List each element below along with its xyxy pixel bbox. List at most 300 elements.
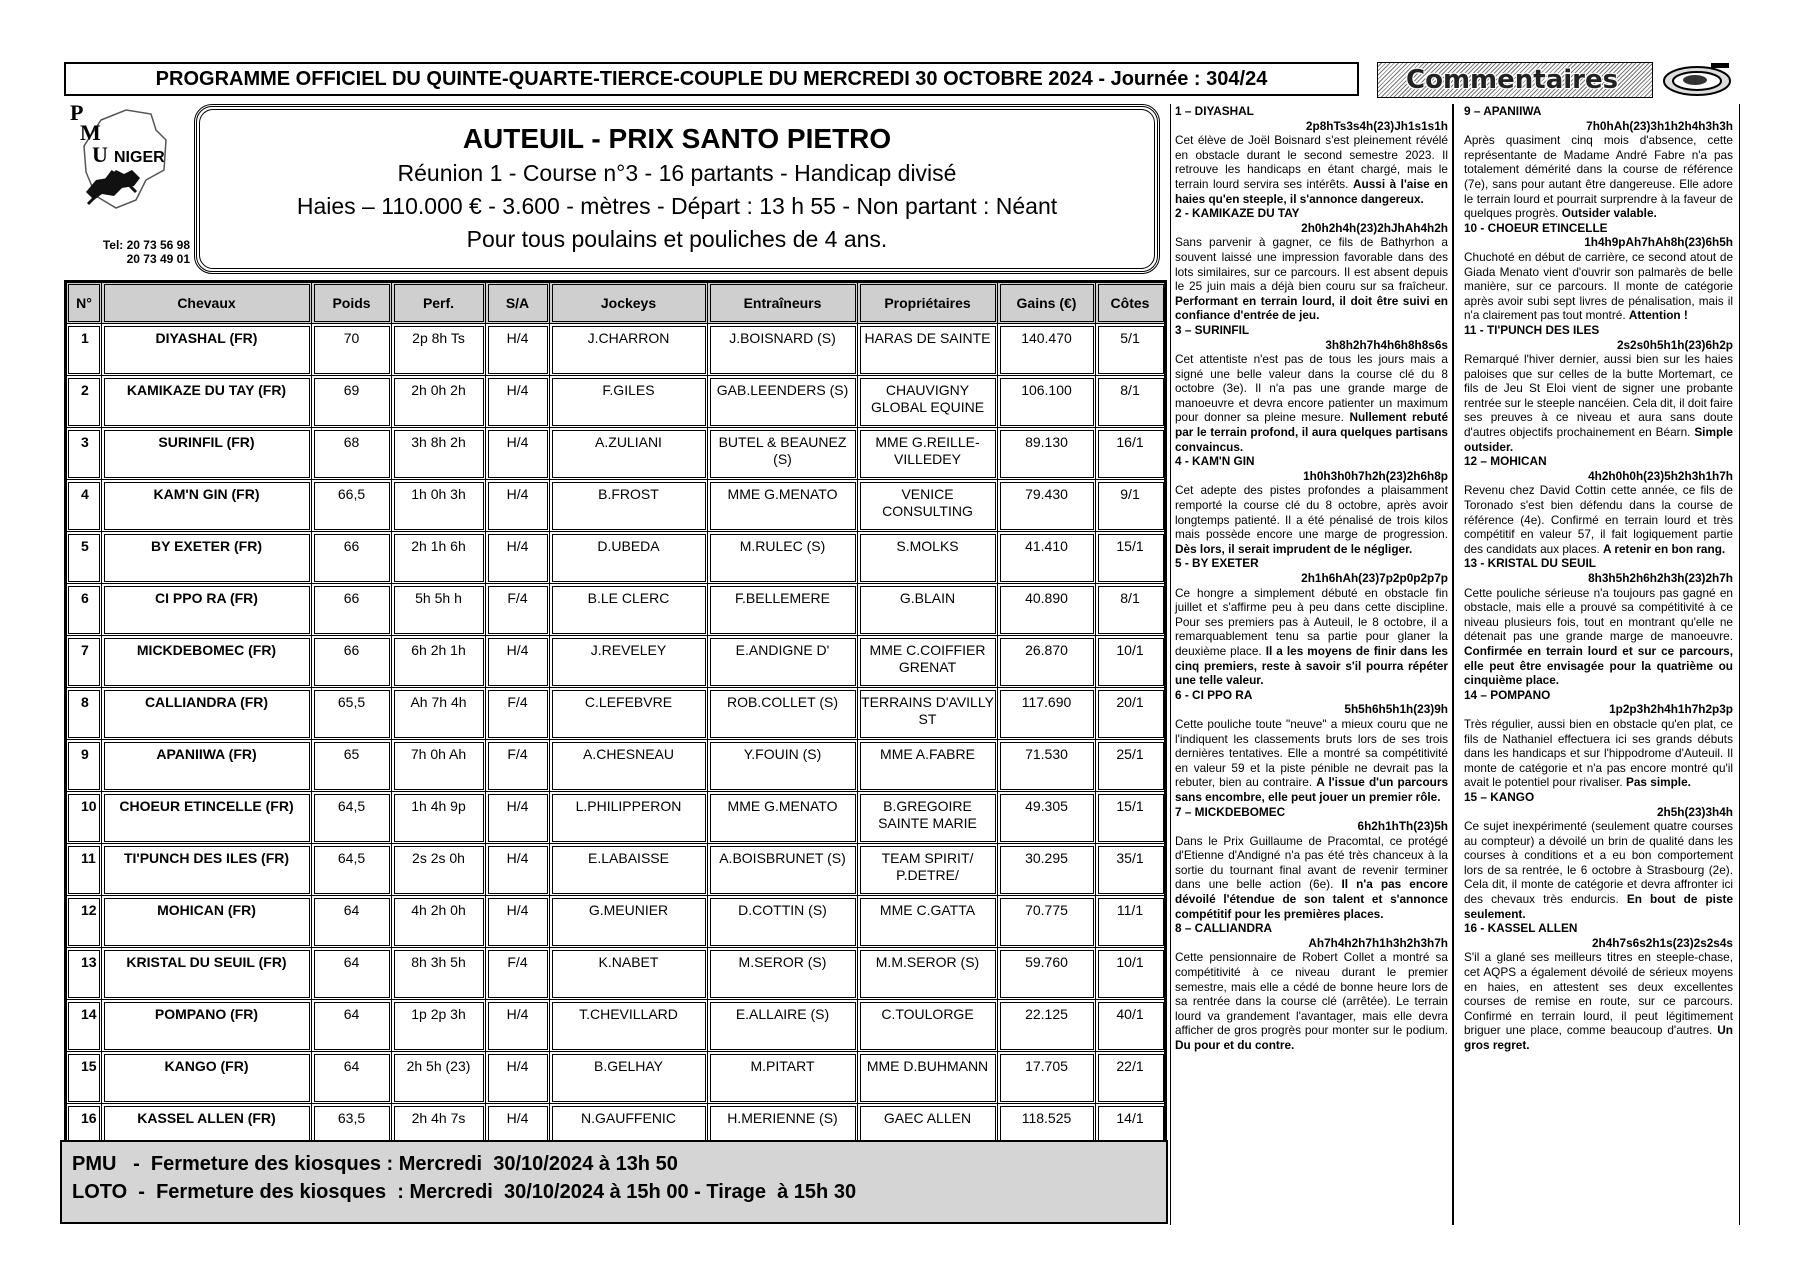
cell-sa: H/4 [486, 324, 550, 376]
cell-owner: HARAS DE SAINTE [858, 324, 998, 376]
cell-weight: 66 [312, 584, 392, 636]
comment-text [1175, 586, 1448, 688]
cell-owner: MME C.COIFFIER GRENAT [858, 636, 998, 688]
cell-trainer: J.BOISNARD (S) [708, 324, 858, 376]
cell-gains: 59.760 [998, 948, 1096, 1000]
table-header-row [66, 282, 1166, 324]
header-trainers: Entraîneurs [708, 282, 858, 324]
cell-gains: 40.890 [998, 584, 1096, 636]
cell-horse: TI'PUNCH DES ILES (FR) [102, 844, 312, 896]
runners-body [66, 324, 1166, 1157]
comment-verdict: Performant en terrain lourd, il doit être suivi en confiance d'entrée de jeu. [1175, 293, 1448, 323]
comment-verdict: Simple outsider. [1464, 425, 1733, 454]
cell-gains: 41.410 [998, 532, 1096, 584]
comment-perf-string: 7h0hAh(23)3h1h2h4h3h3h [1586, 118, 1733, 133]
header-sex-age: S/A [486, 282, 550, 324]
logo-phone [66, 238, 190, 266]
cell-gains: 17.705 [998, 1052, 1096, 1104]
cell-num: 15 [66, 1052, 102, 1104]
comment-text [1175, 717, 1448, 805]
cell-horse: APANIIWA (FR) [102, 740, 312, 792]
cell-num: 14 [66, 1000, 102, 1052]
comment-text [1175, 483, 1448, 556]
comment-verdict: Pas simple. [1625, 775, 1691, 790]
cell-weight: 64 [312, 948, 392, 1000]
comment-entry [1464, 556, 1733, 687]
table-row [66, 636, 1166, 688]
comment-text [1175, 834, 1448, 922]
cell-weight: 66,5 [312, 480, 392, 532]
cell-owner: M.M.SEROR (S) [858, 948, 998, 1000]
cell-jockey: D.UBEDA [550, 532, 708, 584]
comment-perf-string: Ah7h4h2h7h1h3h2h3h7h [1308, 935, 1448, 950]
comment-verdict: Dès lors, il serait imprudent de le négliger. [1175, 541, 1413, 556]
cell-horse: SURINFIL (FR) [102, 428, 312, 480]
cell-gains: 117.690 [998, 688, 1096, 740]
comment-body: Très régulier, aussi bien en obstacle qu'en plat, ce fils de Nathaniel effectuera ici ses grands débuts dans les handicaps et sur l'hippodrome d'Auteuil. Il monte de catégorie et n'a pas encore montré qu'il avait le potentiel pour rivaliser. [1464, 716, 1733, 790]
comment-body: S'il a glané ses meilleurs titres en steeple-chase, cet AQPS a également dévoilé de sérieux moyens en haies, en attestent ses deux excellentes courses de remise en route, sur ce parcours. Confirmé en terrain lourd, il peut légitimement briguer une place, comme beaucoup d'autres. [1464, 950, 1733, 1038]
cell-perf: 2s 2s 0h [392, 844, 486, 896]
cell-odds: 15/1 [1096, 792, 1166, 844]
comments-title: Commentaires [1406, 65, 1619, 95]
table-row [66, 740, 1166, 792]
cell-perf: 1h 4h 9p [392, 792, 486, 844]
cell-gains: 49.305 [998, 792, 1096, 844]
cell-jockey: T.CHEVILLARD [550, 1000, 708, 1052]
cell-trainer: Y.FOUIN (S) [708, 740, 858, 792]
cell-jockey: C.LEFEBVRE [550, 688, 708, 740]
comment-entry [1175, 805, 1448, 922]
cell-trainer: GAB.LEENDERS (S) [708, 376, 858, 428]
comment-body: Cet élève de Joël Boisnard s'est pleinement révélé en obstacle durant le second semestre 2023. Il retrouve les handicaps en étant chargé, mais le terrain lourd servira ses intérêts. [1175, 133, 1448, 191]
cell-perf: 5h 5h h [392, 584, 486, 636]
cell-horse: CI PPO RA (FR) [102, 584, 312, 636]
comment-verdict: A retenir en bon rang. [1603, 541, 1726, 556]
cell-owner: CHAUVIGNY GLOBAL EQUINE [858, 376, 998, 428]
logo-niger: NIGER [114, 149, 165, 166]
cell-odds: 8/1 [1096, 376, 1166, 428]
comment-horse-title: 4 - KAM'N GIN [1175, 454, 1255, 469]
table-row [66, 792, 1166, 844]
comment-entry [1175, 921, 1448, 1052]
cell-odds: 8/1 [1096, 584, 1166, 636]
header-odds: Côtes [1096, 282, 1166, 324]
cell-horse: DIYASHAL (FR) [102, 324, 312, 376]
cell-trainer: MME G.MENATO [708, 792, 858, 844]
comment-body: Ce sujet inexpérimenté (seulement quatre courses au compteur) a dévoilé un brin de qualité dans les courses à conditions et a eu bon comportement lors de sa rentrée, le 6 octobre à Strasbourg (2e). Cela dit, il monte de catégorie et devra affronter ici des chevaux très endurcis. [1464, 819, 1733, 907]
comment-text [1175, 235, 1448, 323]
comment-perf-string: 3h8h2h7h4h6h8h8s6s [1325, 337, 1448, 352]
comment-horse-title: 5 - BY EXETER [1175, 556, 1259, 571]
cell-sa: H/4 [486, 792, 550, 844]
cell-odds: 10/1 [1096, 636, 1166, 688]
table-row [66, 896, 1166, 948]
cell-perf: 3h 8h 2h [392, 428, 486, 480]
comment-entry [1464, 221, 1733, 323]
cell-gains: 22.125 [998, 1000, 1096, 1052]
table-row [66, 1052, 1166, 1104]
cell-owner: MME C.GATTA [858, 896, 998, 948]
comment-verdict: Un gros regret. [1464, 1023, 1733, 1052]
comment-verdict: Il n'a pas encore dévoilé l'étendue de son talent et s'annonce compétitif pour les premières places. [1175, 877, 1448, 921]
cell-odds: 20/1 [1096, 688, 1166, 740]
cell-sa: H/4 [486, 1000, 550, 1052]
cell-owner: MME D.BUHMANN [858, 1052, 998, 1104]
comment-perf-string: 2h0h2h4h(23)2hJhAh4h2h [1301, 220, 1448, 235]
comment-entry [1464, 323, 1733, 454]
cell-jockey: G.MEUNIER [550, 896, 708, 948]
header-number: N° [66, 282, 102, 324]
cell-jockey: F.GILES [550, 376, 708, 428]
cell-owner: B.GREGOIRE SAINTE MARIE [858, 792, 998, 844]
cell-odds: 22/1 [1096, 1052, 1166, 1104]
comment-verdict: Aussi à l'aise en haies qu'en steeple, il s'annonce dangereux. [1175, 176, 1449, 206]
table-row [66, 376, 1166, 428]
cell-num: 12 [66, 896, 102, 948]
comment-horse-title: 16 - KASSEL ALLEN [1464, 921, 1578, 936]
cell-jockey: E.LABAISSE [550, 844, 708, 896]
table-row [66, 688, 1166, 740]
cell-sa: F/4 [486, 948, 550, 1000]
cell-sa: H/4 [486, 896, 550, 948]
comment-text [1464, 717, 1733, 790]
header-earnings: Gains (€) [998, 282, 1096, 324]
comment-body: Cet adepte des pistes profondes a plaisamment remporté la course clé du 8 octobre, après avoir longtemps patienté. Il a été pénalisé de trois kilos mais possède encore une marge de progression. [1175, 483, 1448, 542]
comment-perf-string: 2h4h7s6s2h1s(23)2s2s4s [1591, 935, 1733, 950]
cell-perf: 2h 5h (23) [392, 1052, 486, 1104]
cell-trainer: D.COTTIN (S) [708, 896, 858, 948]
cell-horse: CALLIANDRA (FR) [102, 688, 312, 740]
comment-entry [1175, 688, 1448, 805]
cell-sa: H/4 [486, 428, 550, 480]
comment-text [1175, 352, 1448, 454]
cell-jockey: B.GELHAY [550, 1052, 708, 1104]
comment-verdict: Confirmée en terrain lourd et sur ce parcours, elle peut être envisagée pour la quatrième ou cinquième place. [1464, 643, 1733, 688]
comment-body: Ce hongre a simplement débuté en obstacle fin juillet et s'affirme peu à peu dans cette discipline. Pour ses premiers pas à Auteuil, le 8 octobre, il a remarquablement tenu sa partie pour glaner la deuxième place. [1175, 585, 1448, 658]
comment-horse-title: 14 – POMPANO [1464, 687, 1551, 702]
cell-owner: VENICE CONSULTING [858, 480, 998, 532]
comment-text [1464, 586, 1733, 688]
cell-trainer: E.ALLAIRE (S) [708, 1000, 858, 1052]
cell-jockey: A.CHESNEAU [550, 740, 708, 792]
cell-gains: 70.775 [998, 896, 1096, 948]
race-meeting: Réunion 1 - Course n°3 - 16 partants - Handicap divisé [397, 160, 957, 186]
cell-horse: POMPANO (FR) [102, 1000, 312, 1052]
comment-perf-string: 5h5h6h5h1h(23)9h [1344, 702, 1448, 717]
comment-horse-title: 7 – MICKDEBOMEC [1175, 804, 1286, 819]
comment-perf-string: 2p8hTs3s4h(23)Jh1s1s1h [1305, 118, 1448, 133]
cell-jockey: B.LE CLERC [550, 584, 708, 636]
cell-odds: 16/1 [1096, 428, 1166, 480]
comment-entry [1464, 454, 1733, 556]
comment-horse-title: 3 – SURINFIL [1175, 322, 1250, 337]
cell-sa: H/4 [486, 532, 550, 584]
cell-trainer: M.SEROR (S) [708, 948, 858, 1000]
comment-horse-title: 12 – MOHICAN [1464, 454, 1547, 469]
cell-odds: 15/1 [1096, 532, 1166, 584]
cell-weight: 64,5 [312, 792, 392, 844]
cell-owner: TEAM SPIRIT/ P.DETRE/ [858, 844, 998, 896]
cell-weight: 66 [312, 636, 392, 688]
race-info-box [194, 104, 1160, 274]
cell-horse: KAMIKAZE DU TAY (FR) [102, 376, 312, 428]
cell-owner: C.TOULORGE [858, 1000, 998, 1052]
cell-odds: 10/1 [1096, 948, 1166, 1000]
cell-sa: H/4 [486, 844, 550, 896]
comment-perf-string: 2h5h(23)3h4h [1656, 804, 1733, 819]
cell-weight: 65,5 [312, 688, 392, 740]
table-row [66, 948, 1166, 1000]
cell-weight: 64 [312, 896, 392, 948]
comment-verdict: A l'issue d'un parcours sans encombre, elle peut jouer un premier rôle. [1175, 775, 1449, 804]
comment-perf-string: 1h0h3h0h7h2h(23)2h6h8p [1303, 468, 1448, 483]
cell-num: 2 [66, 376, 102, 428]
cell-perf: Ah 7h 4h [392, 688, 486, 740]
table-row [66, 844, 1166, 896]
cell-horse: BY EXETER (FR) [102, 532, 312, 584]
table-row [66, 1000, 1166, 1052]
cell-weight: 64 [312, 1052, 392, 1104]
cell-owner: G.BLAIN [858, 584, 998, 636]
header-jockeys: Jockeys [550, 282, 708, 324]
cell-jockey: J.REVELEY [550, 636, 708, 688]
phone-1: Tel: 20 73 56 98 [102, 238, 190, 252]
comment-entry [1175, 454, 1448, 556]
cell-jockey: J.CHARRON [550, 324, 708, 376]
cell-perf: 7h 0h Ah [392, 740, 486, 792]
cell-horse: MICKDEBOMEC (FR) [102, 636, 312, 688]
comments-header [1377, 62, 1653, 98]
comment-horse-title: 10 - CHOEUR ETINCELLE [1464, 220, 1608, 235]
eye-logo-icon [1659, 62, 1733, 98]
header-weight: Poids [312, 282, 392, 324]
cell-gains: 79.430 [998, 480, 1096, 532]
cell-num: 4 [66, 480, 102, 532]
table-row [66, 532, 1166, 584]
comments-column-2 [1456, 104, 1740, 1225]
comment-entry [1464, 104, 1733, 221]
cell-odds: 5/1 [1096, 324, 1166, 376]
cell-odds: 25/1 [1096, 740, 1166, 792]
comment-text [1175, 133, 1448, 206]
cell-trainer: E.ANDIGNE D' [708, 636, 858, 688]
cell-gains: 30.295 [998, 844, 1096, 896]
cell-sa: H/4 [486, 376, 550, 428]
cell-horse: KRISTAL DU SEUIL (FR) [102, 948, 312, 1000]
cell-gains: 106.100 [998, 376, 1096, 428]
comment-text [1464, 950, 1733, 1052]
cell-perf: 2h 1h 6h [392, 532, 486, 584]
comment-text [1175, 950, 1448, 1052]
race-title: AUTEUIL - PRIX SANTO PIETRO [462, 123, 892, 154]
cell-trainer: M.RULEC (S) [708, 532, 858, 584]
cell-weight: 63,5 [312, 1104, 392, 1157]
comment-entry [1464, 688, 1733, 790]
comment-horse-title: 11 - TI'PUNCH DES ILES [1464, 322, 1600, 337]
table-row [66, 584, 1166, 636]
cell-sa: H/4 [486, 1052, 550, 1104]
comment-entry [1175, 104, 1448, 206]
cell-num: 3 [66, 428, 102, 480]
comment-horse-title: 15 – KANGO [1464, 789, 1535, 804]
comment-entry [1464, 790, 1733, 921]
comment-body: Après quasiment cinq mois d'absence, cette représentante de Madame André Fabre n'a pas totalement démérité dans la course de référence (7e), sans pour autant être dangereuse. Elle adore le terrain lourd et pourrait surprendre à la faveur de quelques progrès. [1464, 133, 1733, 221]
header-owners: Propriétaires [858, 282, 998, 324]
cell-num: 13 [66, 948, 102, 1000]
cell-odds: 9/1 [1096, 480, 1166, 532]
race-eligibility: Pour tous poulains et pouliches de 4 ans. [466, 226, 888, 252]
cell-weight: 70 [312, 324, 392, 376]
comment-verdict: Nullement rebuté par le terrain profond, il aura quelques partisans convaincus. [1175, 410, 1449, 454]
cell-horse: CHOEUR ETINCELLE (FR) [102, 792, 312, 844]
cell-trainer: BUTEL & BEAUNEZ (S) [708, 428, 858, 480]
cell-gains: 118.525 [998, 1104, 1096, 1157]
cell-perf: 1p 2p 3h [392, 1000, 486, 1052]
cell-gains: 89.130 [998, 428, 1096, 480]
header-perf: Perf. [392, 282, 486, 324]
cell-jockey: N.GAUFFENIC [550, 1104, 708, 1157]
closing-times-box [60, 1140, 1168, 1224]
comment-body: Cette pensionnaire de Robert Collet a montré sa compétitivité à ce niveau durant le premier semestre, mais elle a cédé de bonne heure lors de sa rentrée dans la course clé (arrêtée). Le terrain lourd va grandement l'avantager, mais elle devra afficher de gros progrès pour monter sur le podium. [1175, 950, 1448, 1038]
cell-owner: MME G.REILLE-VILLEDEY [858, 428, 998, 480]
cell-horse: MOHICAN (FR) [102, 896, 312, 948]
cell-horse: KASSEL ALLEN (FR) [102, 1104, 312, 1157]
runners-table [64, 280, 1167, 1158]
loto-closing: LOTO - Fermeture des kiosques : Mercredi 30/10/2024 à 15h 00 - Tirage à 15h 30 [72, 1181, 857, 1203]
header-horses: Chevaux [102, 282, 312, 324]
comment-entry [1175, 323, 1448, 454]
comment-verdict: Attention ! [1628, 308, 1688, 323]
comment-body: Dans le Prix Guillaume de Pracomtal, ce protégé d'Etienne d'Andigné n'a pas été très chanceux à la sortie du tournant final avant de revenir terminer dans une belle action (6e). [1175, 833, 1448, 892]
cell-perf: 2h 4h 7s [392, 1104, 486, 1157]
cell-weight: 68 [312, 428, 392, 480]
comment-perf-string: 6h2h1hTh(23)5h [1357, 819, 1448, 834]
cell-jockey: L.PHILIPPERON [550, 792, 708, 844]
cell-gains: 140.470 [998, 324, 1096, 376]
cell-odds: 40/1 [1096, 1000, 1166, 1052]
cell-jockey: A.ZULIANI [550, 428, 708, 480]
cell-horse: KANGO (FR) [102, 1052, 312, 1104]
cell-trainer: A.BOISBRUNET (S) [708, 844, 858, 896]
comment-entry [1175, 556, 1448, 687]
cell-sa: H/4 [486, 480, 550, 532]
cell-sa: F/4 [486, 740, 550, 792]
cell-num: 10 [66, 792, 102, 844]
table-row [66, 480, 1166, 532]
cell-odds: 14/1 [1096, 1104, 1166, 1157]
cell-num: 5 [66, 532, 102, 584]
cell-num: 6 [66, 584, 102, 636]
comment-perf-string: 8h3h5h2h6h2h3h(23)2h7h [1588, 571, 1733, 585]
cell-trainer: H.MERIENNE (S) [708, 1104, 858, 1157]
comment-verdict: En bout de piste seulement. [1464, 892, 1734, 921]
race-conditions: Haies – 110.000 € - 3.600 - mètres - Départ : 13 h 55 - Non partant : Néant [296, 193, 1058, 219]
logo-letter-p: P [70, 100, 84, 125]
comment-perf-string: 1h4h9pAh7hAh8h(23)6h5h [1584, 235, 1733, 250]
pmu-niger-logo [66, 100, 188, 234]
cell-perf: 6h 2h 1h [392, 636, 486, 688]
cell-gains: 26.870 [998, 636, 1096, 688]
cell-num: 16 [66, 1104, 102, 1157]
cell-trainer: M.PITART [708, 1052, 858, 1104]
cell-num: 7 [66, 636, 102, 688]
comment-horse-title: 2 - KAMIKAZE DU TAY [1175, 206, 1300, 221]
cell-sa: H/4 [486, 1104, 550, 1157]
cell-sa: F/4 [486, 688, 550, 740]
cell-num: 11 [66, 844, 102, 896]
comment-horse-title: 1 – DIYASHAL [1175, 104, 1254, 118]
comment-body: Revenu chez David Cottin cette année, ce fils de Toronado s'est bien défendu dans la course de référence (4e). Confirmé en terrain lourd et très compétitif en valeur 57, il fait logiquement partie des candidats aux places. [1464, 483, 1733, 556]
cell-owner: GAEC ALLEN [858, 1104, 998, 1157]
cell-odds: 35/1 [1096, 844, 1166, 896]
comment-body: Cet attentiste n'est pas de tous les jours mais a signé une belle valeur dans la course clé du 8 octobre (3e). Il n'a pas une grande marge de manoeuvre et devra encore patienter un maximum pour donner sa pleine mesure. [1175, 352, 1448, 425]
cell-jockey: K.NABET [550, 948, 708, 1000]
table-row [66, 428, 1166, 480]
logo-letter-u: U [92, 142, 108, 167]
comment-body: Cette pouliche toute "neuve" a mieux couru que ne l'indiquent les classements bruts lors de ses trois dernières tentatives. Elle a montré sa compétitivité en valeur 59 et la piste pénible ne devrait pas la rebuter, bien au contraire. [1175, 716, 1448, 790]
cell-sa: F/4 [486, 584, 550, 636]
comment-body: Remarqué l'hiver dernier, aussi bien sur les haies paloises que sur celles de la butte Mortemart, ce fils de Jeu St Eloi vient de signer une probante rentrée sur le steeple nancéien. Cela dit, il doit faire ses preuves à ce niveau et aura sans doute d'autres objectifs prochainement en Béarn. [1464, 352, 1733, 440]
comment-horse-title: 9 – APANIIWA [1464, 104, 1542, 118]
comment-text [1464, 352, 1733, 454]
comment-horse-title: 8 – CALLIANDRA [1175, 921, 1273, 936]
comment-text [1464, 483, 1733, 556]
comment-verdict: Outsider valable. [1561, 206, 1657, 221]
cell-weight: 65 [312, 740, 392, 792]
comment-entry [1175, 206, 1448, 323]
cell-perf: 4h 2h 0h [392, 896, 486, 948]
comment-perf-string: 4h2h0h0h(23)5h2h3h1h7h [1588, 468, 1733, 483]
table-row [66, 324, 1166, 376]
comment-text [1464, 133, 1733, 221]
comment-perf-string: 2s2s0h5h1h(23)6h2p [1616, 337, 1733, 352]
cell-perf: 2p 8h Ts [392, 324, 486, 376]
cell-trainer: F.BELLEMERE [708, 584, 858, 636]
cell-sa: H/4 [486, 636, 550, 688]
cell-weight: 69 [312, 376, 392, 428]
cell-weight: 64,5 [312, 844, 392, 896]
cell-odds: 11/1 [1096, 896, 1166, 948]
comments-column-1 [1170, 104, 1454, 1225]
cell-jockey: B.FROST [550, 480, 708, 532]
comment-verdict: Du pour et du contre. [1175, 1038, 1295, 1052]
comment-text [1464, 819, 1733, 921]
comment-entry [1464, 921, 1733, 1052]
cell-num: 1 [66, 324, 102, 376]
cell-trainer: ROB.COLLET (S) [708, 688, 858, 740]
cell-owner: MME A.FABRE [858, 740, 998, 792]
logo-letter-m: M [80, 120, 101, 145]
cell-perf: 1h 0h 3h [392, 480, 486, 532]
comment-body: Sans parvenir à gagner, ce fils de Bathyrhon a souvent laissé une impression favorable dans des lots similaires, sur ce parcours. Il est absent depuis le 25 juin mais a déjà bien couru sur sa fraîcheur. [1175, 235, 1448, 294]
comment-perf-string: 1p2p3h2h4h1h7h2p3p [1609, 702, 1733, 717]
cell-perf: 2h 0h 2h [392, 376, 486, 428]
cell-weight: 66 [312, 532, 392, 584]
cell-gains: 71.530 [998, 740, 1096, 792]
comment-horse-title: 6 - CI PPO RA [1175, 687, 1253, 702]
comment-body: Chuchoté en début de carrière, ce second atout de Giada Menato vient d'ouvrir son palmarès de belle manière, sur ce parcours. Il monte de catégorie après avoir subi sept livres de pénalisation, mais il n'a clairement pas tout montré. [1464, 249, 1733, 323]
comment-perf-string: 2h1h6hAh(23)7p2p0p2p7p [1301, 571, 1448, 585]
cell-trainer: MME G.MENATO [708, 480, 858, 532]
comment-body: Cette pouliche sérieuse n'a toujours pas gagné en obstacle, mais elle a prouvé sa compétitivité à ce niveau plusieurs fois, tout en montrant qu'elle ne détenait pas une grande marge de manoeuvre. [1464, 585, 1733, 644]
cell-weight: 64 [312, 1000, 392, 1052]
cell-owner: S.MOLKS [858, 532, 998, 584]
cell-perf: 8h 3h 5h [392, 948, 486, 1000]
comment-horse-title: 13 - KRISTAL DU SEUIL [1464, 556, 1596, 571]
comment-text [1464, 250, 1733, 323]
comment-verdict: Il a les moyens de finir dans les cinq premiers, reste à savoir s'il pourra répéter une telle valeur. [1175, 643, 1448, 688]
cell-horse: KAM'N GIN (FR) [102, 480, 312, 532]
